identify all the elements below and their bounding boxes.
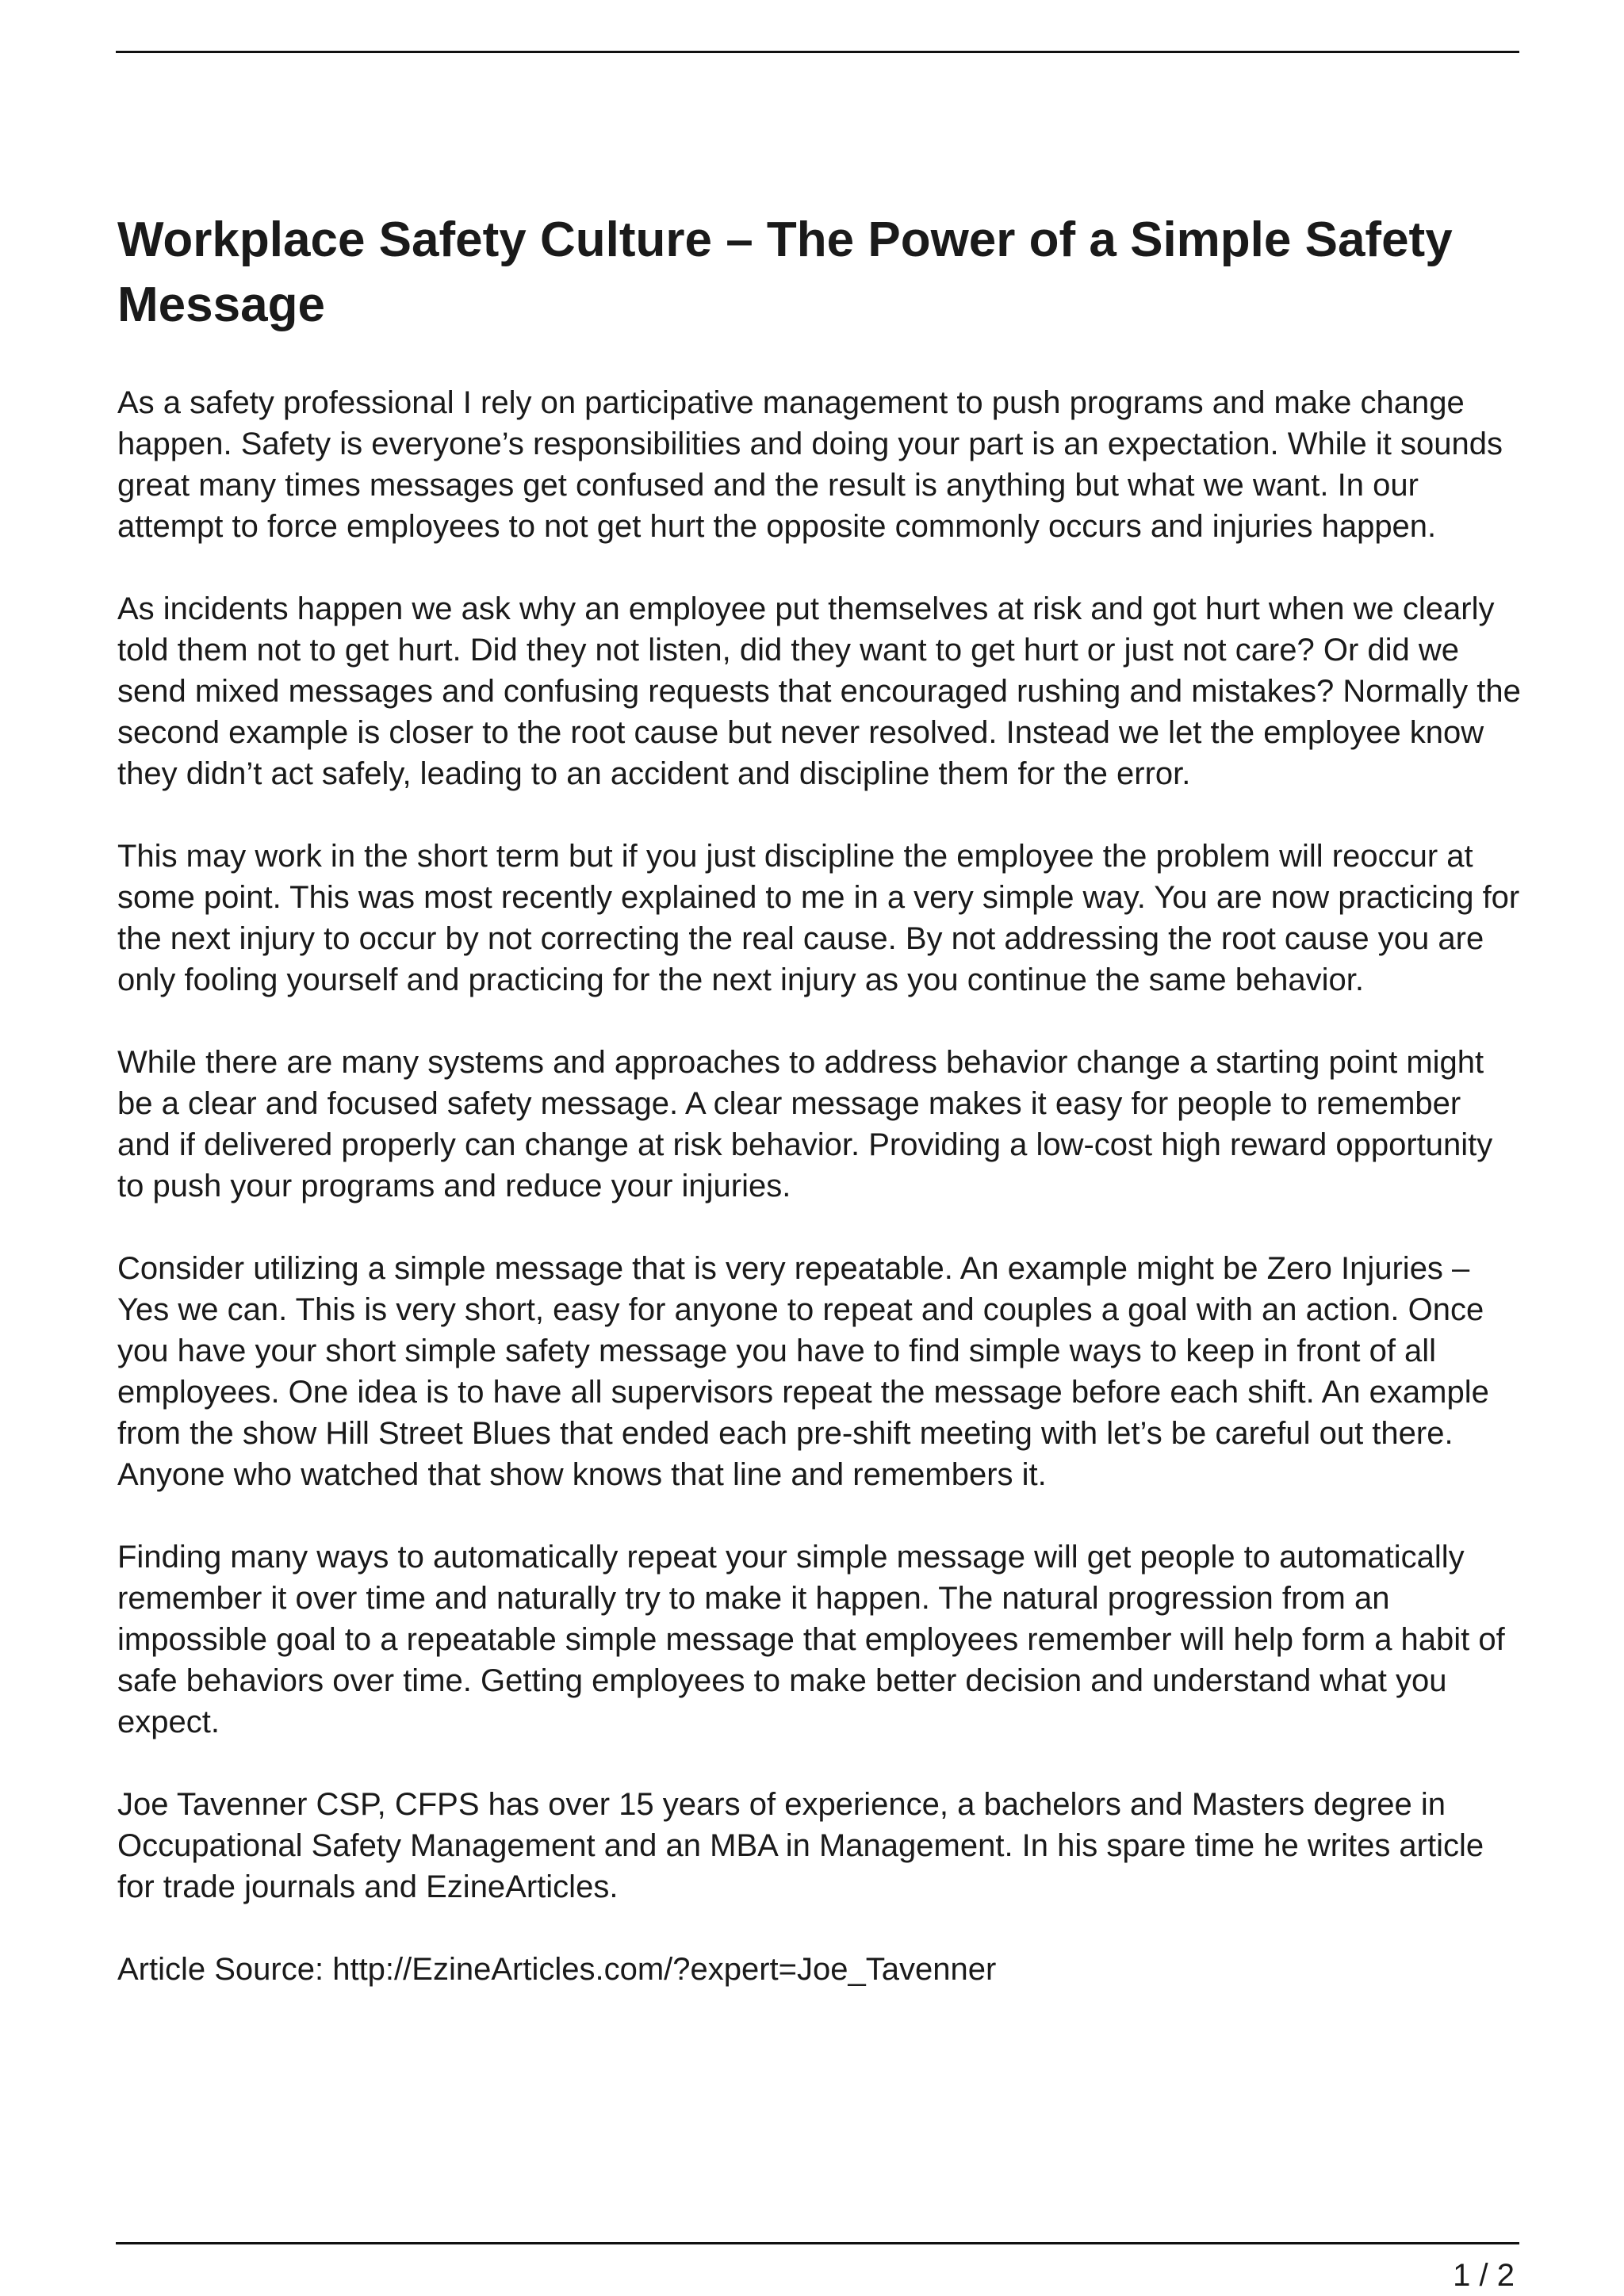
paragraph-1: As a safety professional I rely on participative management to push programs and make change happen. Safety is everyone’s responsibilities and doing your part is an expectation. While it sounds great many times messages get confused and the result is anything but what we want. In our attempt to force employees to not get hurt the opposite commonly occurs and injuries happen. [117,385,1503,544]
paragraph-4: While there are many systems and approaches to address behavior change a starting point might be a clear and focused safety message. A clear message makes it easy for people to remember and if delivered properly can change at risk behavior. Providing a low-cost high reward opportunity to push your programs and reduce your injuries. [117,1045,1493,1203]
article-body [117,208,1522,1990]
paragraph-5: Consider utilizing a simple message that is very repeatable. An example might be Zero Injuries – Yes we can. This is very short, easy for anyone to repeat and couples a goal with an action. Once you have your short simple safety message you have to find simple ways to keep in front of all employees. One idea is to have all supervisors repeat the message before each shift. An example from the show Hill Street Blues that ended each pre-shift meeting with let’s be careful out there. Anyone who watched that show knows that line and remembers it. [117,1251,1489,1492]
paragraph-6: Finding many ways to automatically repeat your simple message will get people to automatically remember it over time and naturally try to make it happen. The natural progression from an impossible goal to a repeatable simple message that employees remember will help form a habit of safe behaviors over time. Getting employees to make better decision and understand what you expect. [117,1540,1505,1739]
author-bio: Joe Tavenner CSP, CFPS has over 15 years of experience, a bachelors and Masters degree in Occupational Safety Management and an MBA in Management. In his spare time he writes article for trade journals and EzineArticles. [117,1787,1484,1904]
paragraph-2: As incidents happen we ask why an employee put themselves at risk and got hurt when we clearly told them not to get hurt. Did they not listen, did they want to get hurt or just not care? Or did we send mixed messages and confusing requests that encouraged rushing and mistakes? Normally the second example is closer to the root cause but never resolved. Instead we let the employee know they didn’t act safely, leading to an accident and discipline them for the error. [117,591,1521,791]
article-title: Workplace Safety Culture – The Power of a Simple Safety Message [117,212,1453,332]
paragraph-3: This may work in the short term but if you just discipline the employee the problem will reoccur at some point. This was most recently explained to me in a very simple way. You are now practicing for the next injury to occur by not correcting the real cause. By not addressing the root cause you are only fooling yourself and practicing for the next injury as you continue the same behavior. [117,839,1520,997]
page-number: 1 / 2 [1453,2258,1515,2293]
article-source: Article Source: http://EzineArticles.com/?expert=Joe_Tavenner [117,1952,997,1987]
top-rule [116,51,1519,53]
bottom-rule [116,2242,1519,2244]
